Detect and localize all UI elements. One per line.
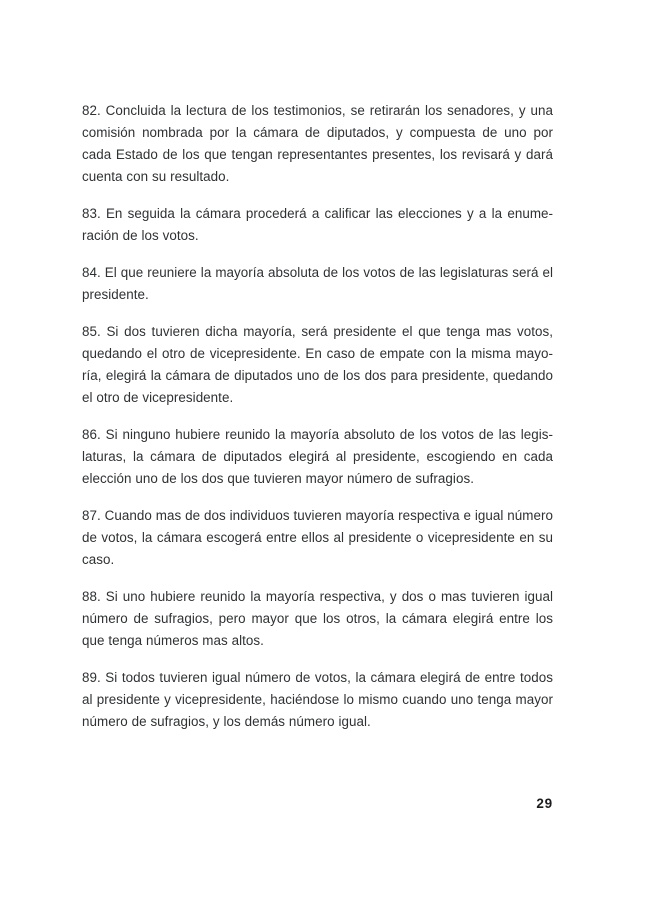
page-body-text bbox=[82, 100, 553, 733]
article-paragraph-88: 88. Si uno hubiere reunido la mayoría respectiva, y dos o mas tuvieren igual número de sufragios, pero mayor que los otros, la cámara elegirá entre los que tenga números mas altos. bbox=[82, 589, 553, 648]
page-number: 29 bbox=[536, 796, 553, 811]
article-paragraph-89: 89. Si todos tuvieren igual número de votos, la cámara elegirá de entre todos al presidente y vicepresidente, haciéndose lo mismo cuando uno tenga mayor número de sufragios, y los demás número igual. bbox=[82, 670, 553, 729]
article-paragraph-83: 83. En seguida la cámara procederá a calificar las elecciones y a la enumeración de los votos. bbox=[82, 206, 553, 243]
article-paragraph-85: 85. Si dos tuvieren dicha mayoría, será presidente el que tenga mas votos, quedando el otro de vicepresidente. En caso de empate con la misma mayoría, elegirá la cámara de diputados uno de los dos para presidente, quedando el otro de vicepresidente. bbox=[82, 324, 553, 405]
article-paragraph-84: 84. El que reuniere la mayoría absoluta de los votos de las legislaturas será el presidente. bbox=[82, 265, 553, 302]
article-paragraph-87: 87. Cuando mas de dos individuos tuvieren mayoría respectiva e igual número de votos, la cámara escogerá entre ellos al presidente o vicepresidente en su caso. bbox=[82, 508, 553, 567]
article-paragraph-82: 82. Concluida la lectura de los testimonios, se retirarán los senadores, y una comisión nombrada por la cámara de diputados, y compuesta de uno por cada Estado de los que tengan representantes presentes, los revisará y dará cuenta con su resultado. bbox=[82, 103, 553, 184]
article-paragraph-86: 86. Si ninguno hubiere reunido la mayoría absoluto de los votos de las legislaturas, la cámara de diputados elegirá al presidente, escogiendo en cada elección uno de los dos que tuvieren mayor número de sufragios. bbox=[82, 427, 553, 486]
